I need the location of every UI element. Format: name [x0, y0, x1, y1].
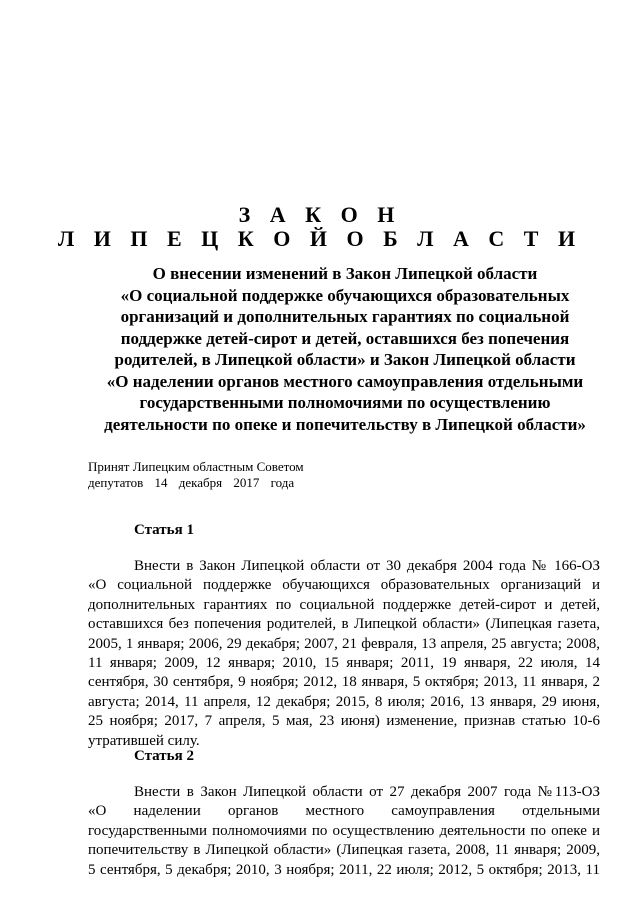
subject-line: «О социальной поддержке обучающихся образовательных	[120, 285, 570, 305]
subject-line: родителей, в Липецкой области» и Закон Липецкой области	[114, 350, 576, 369]
article-line: 2005, 1 января; 2006, 29 декабря; 2007, 21 февраля, 13 апреля, 25 августа; 2008,	[88, 635, 600, 652]
article-2-title: Статья 2	[134, 748, 194, 764]
subject-line: организаций и дополнительных гарантиях по социальной	[120, 307, 570, 326]
article-line: «О наделении органов местного самоуправления отдельными	[88, 803, 600, 820]
article-line: дополнительных гарантиях по социальной поддержке детей-сирот и детей,	[88, 596, 600, 613]
law-subject-title	[90, 263, 600, 435]
adoption-line: Принят Липецким областным Советом	[88, 459, 304, 474]
article-line: 5 сентября, 5 декабря; 2010, 3 ноября; 2011, 22 июля; 2012, 5 октября; 2013, 11	[88, 861, 600, 878]
adoption-date-line: депутатов 14 декабря 2017 года	[88, 475, 295, 490]
article-line: Внести в Закон Липецкой области от 30 декабря 2004 года № 166-ОЗ	[134, 558, 600, 574]
subject-line: деятельности по опеке и попечительству в Липецкой области»	[104, 414, 586, 434]
subject-line: государственными полномочиями по осуществлению	[139, 393, 551, 412]
article-line: Внести в Закон Липецкой области от 27 декабря 2007 года №113-ОЗ	[134, 784, 600, 800]
article-line: сентября, 30 сентября, 9 ноября; 2012, 18 января, 5 октября; 2013, 11 января, 2	[88, 674, 600, 691]
subject-line: О внесении изменений в Закон Липецкой области	[152, 264, 538, 283]
region-heading: Л И П Е Ц К О Й О Б Л А С Т И	[57, 226, 583, 251]
article-line: утратившей силу.	[88, 732, 200, 749]
article-2-text	[88, 783, 600, 880]
article-1-text	[88, 557, 600, 751]
article-line: 11 января; 2009, 12 января; 2010, 15 января; 2011, 19 января, 22 июля, 14	[88, 654, 600, 671]
article-line: государственными полномочиями по осуществлению деятельности по опеке и	[88, 822, 600, 839]
article-line: попечительству в Липецкой области» (Липецкая газета, 2008, 11 января; 2009,	[88, 842, 600, 859]
article-line: августа; 2014, 11 апреля, 12 декабря; 2015, 8 июля; 2016, 13 января, 29 июня,	[88, 693, 600, 710]
article-1-title: Статья 1	[134, 522, 194, 538]
subject-line: поддержке детей-сирот и детей, оставшихся без попечения	[120, 328, 570, 348]
article-line: 25 ноября; 2017, 7 апреля, 5 мая, 23 июня) изменение, признав статью 10-6	[88, 713, 600, 730]
adoption-note	[88, 459, 304, 491]
law-heading: З А К О Н	[238, 202, 402, 227]
article-line: «О социальной поддержке обучающихся образовательных организаций и	[88, 577, 600, 594]
subject-line: «О наделении органов местного самоуправления отдельными	[106, 371, 584, 391]
article-line: оставшихся без попечения родителей, в Липецкой области» (Липецкая газета,	[88, 616, 600, 633]
